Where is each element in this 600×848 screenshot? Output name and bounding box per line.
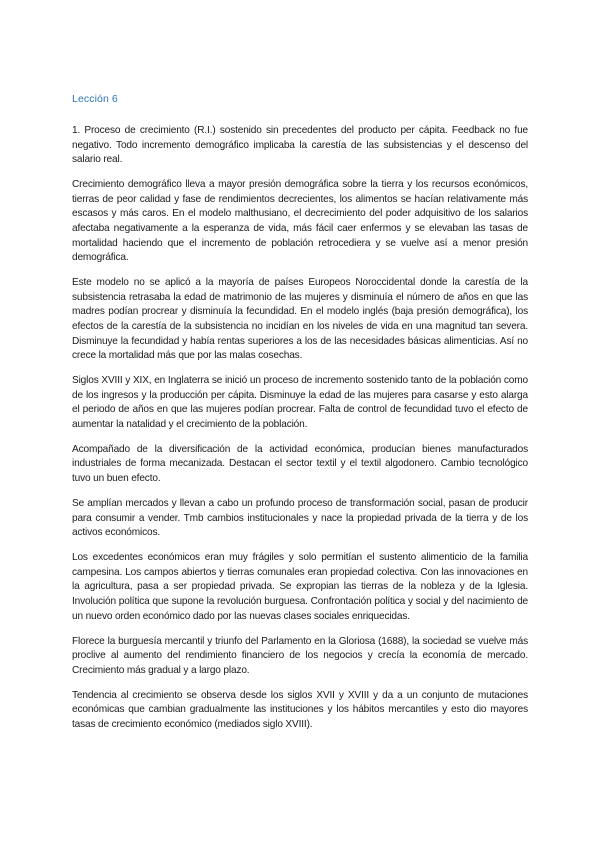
paragraph-9: Tendencia al crecimiento se observa desde los siglos XVII y XVIII y da a un conjunto de mutaciones económicas que cambian gradualmente las instituciones y los hábitos mercantiles y esto dio mayores tasas de crecimiento económico (mediados siglo XVIII). — [72, 689, 528, 730]
paragraph-6: Se amplían mercados y llevan a cabo un profundo proceso de transformación social, pasan de producir para consumir a vender. Tmb cambios institucionales y nace la propiedad privada de la tierra y de los activos económicos. — [72, 498, 528, 539]
paragraph-7: Los excedentes económicos eran muy frágiles y solo permitían el sustento alimenticio de la familia campesina. Los campos abiertos y tierras comunales eran propiedad colectiva. Con las innovaciones en la agricultura, pasa a ser propiedad privada. Se expropian las tierras de la nobleza y de la Iglesia. Involución política que supone la revolución burguesa. Confrontación política y social y del nacimiento de un nuevo orden económico dado por las nuevas clases sociales enriquecidas. — [72, 552, 528, 622]
document-body — [72, 124, 528, 743]
paragraph-3: Este modelo no se aplicó a la mayoría de países Europeos Noroccidental donde la carestía de la subsistencia retrasaba la edad de matrimonio de las mujeres y disminuía el número de años en que las madres podían procrear y disminuía la fecundidad. En el modelo inglés (baja presión demográfica), los efectos de la carestía de la subsistencia no incidían en los niveles de vida en una magnitud tan severa. Disminuye la fecundidad y había rentas superiores a los de las necesidades básicas alimenticias. Así no crece la mortalidad más que por las malas cosechas. — [72, 277, 528, 362]
paragraph-1: 1. Proceso de crecimiento (R.I.) sostenido sin precedentes del producto per cápita. Feedback no fue negativo. Todo incremento demográfico implicaba la carestía de las subsistencias y el descenso del salario real. — [72, 125, 528, 166]
paragraph-8: Florece la burguesía mercantil y triunfo del Parlamento en la Gloriosa (1688), la sociedad se vuelve más proclive al aumento del rendimiento financiero de los negocios y crecía la economía de mercado. Crecimiento más gradual y a largo plazo. — [72, 635, 528, 676]
paragraph-4: Siglos XVIII y XIX, en Inglaterra se inició un proceso de incremento sostenido tanto de la población como de los ingresos y la producción per cápita. Disminuye la edad de las mujeres para casarse y esto alarga el periodo de años en que las mujeres podían procrear. Falta de control de fecundidad tuvo el efecto de aumentar la natalidad y el crecimiento de la población. — [72, 375, 528, 430]
paragraph-5: Acompañado de la diversificación de la actividad económica, producían bienes manufacturados industriales de forma mecanizada. Destacan el sector textil y el textil algodonero. Cambio tecnológico tuvo un buen efecto. — [72, 443, 528, 485]
lesson-heading: Lección 6 — [72, 93, 118, 105]
paragraph-2: Crecimiento demográfico lleva a mayor presión demográfica sobre la tierra y los recursos económicos, tierras de peor calidad y fase de rendimientos decrecientes, los alimentos se hacían relativamente más escasos y más caros. En el modelo malthusiano, el decrecimiento del poder adquisitivo de los salarios afectaba negativamente a la esperanza de vida, más fácil caer enfermos y se elevaban las tasas de mortalidad haciendo que el incremento de población retrocediera y se vuelve así a menor presión demográfica. — [72, 179, 528, 264]
